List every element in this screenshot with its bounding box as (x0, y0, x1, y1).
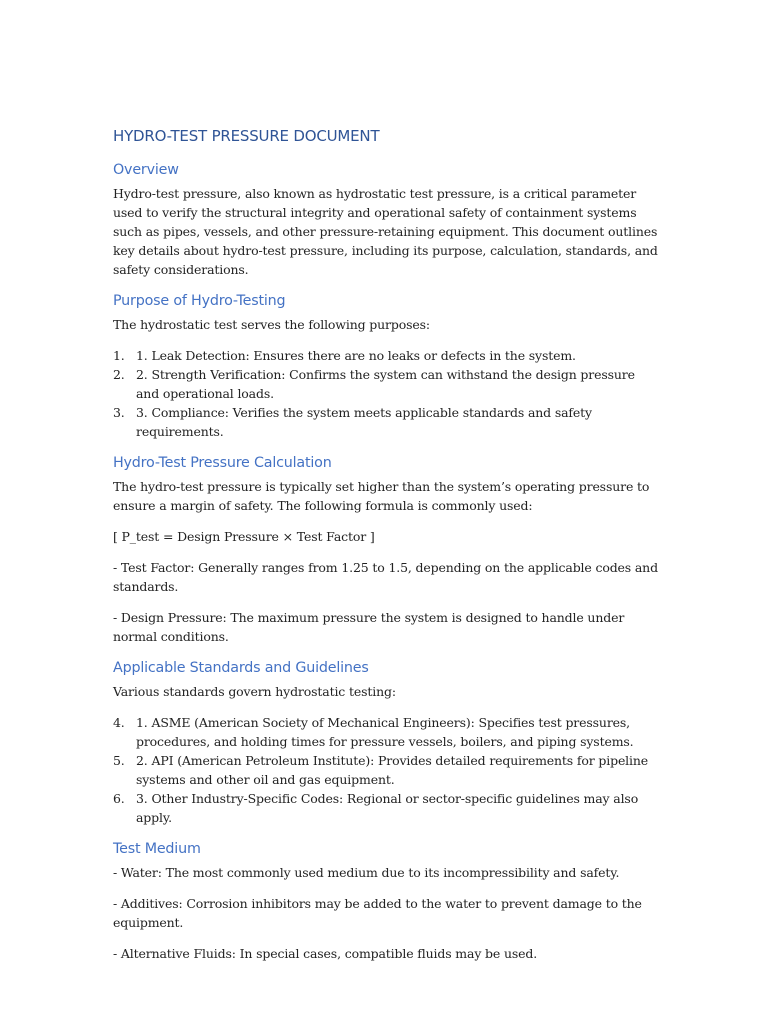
document-title: HYDRO-TEST PRESSURE DOCUMENT (113, 127, 380, 145)
overview-heading: Overview (113, 162, 179, 178)
list-text: 3. Compliance: Verifies the system meets applicable standards and safety requirements. (136, 405, 592, 439)
additives-note: - Additives: Corrosion inhibitors may be added to the water to prevent damage to the equipment. (113, 896, 642, 930)
list-number: 4. (113, 715, 125, 730)
alternative-fluids-note: - Alternative Fluids: In special cases, compatible fluids may be used. (113, 946, 538, 961)
purpose-heading: Purpose of Hydro-Testing (113, 293, 286, 309)
purpose-intro: The hydrostatic test serves the following purposes: (113, 317, 430, 332)
list-number: 3. (113, 405, 125, 420)
list-item (113, 751, 658, 789)
list-item (113, 346, 658, 365)
calculation-intro: The hydro-test pressure is typically set higher than the system’s operating pressure to ensure a margin of safety. The following formula is commonly used: (113, 479, 650, 513)
water-note: - Water: The most commonly used medium due to its incompressibility and safety. (113, 865, 620, 880)
list-item (113, 789, 658, 827)
test-medium-heading: Test Medium (113, 841, 201, 857)
standards-intro: Various standards govern hydrostatic testing: (113, 684, 396, 699)
list-text: 3. Other Industry-Specific Codes: Regional or sector-specific guidelines may also apply. (136, 791, 639, 825)
section-overview (113, 160, 658, 279)
standards-heading: Applicable Standards and Guidelines (113, 660, 369, 676)
section-purpose (113, 291, 658, 441)
list-text: 1. ASME (American Society of Mechanical Engineers): Specifies test pressures, procedures, and holding times for pressure vessels, boilers, and piping systems. (136, 715, 634, 749)
section-standards (113, 658, 658, 827)
calculation-heading: Hydro-Test Pressure Calculation (113, 455, 332, 471)
list-item (113, 403, 658, 441)
standards-list (113, 713, 658, 827)
list-text: 2. Strength Verification: Confirms the system can withstand the design pressure and operational loads. (136, 367, 635, 401)
overview-body: Hydro-test pressure, also known as hydrostatic test pressure, is a critical parameter used to verify the structural integrity and operational safety of containment systems such as pipes, vessels, and other pressure-retaining equipment. This document outlines key details about hydro-test pressure, including its purpose, calculation, standards, and safety considerations. (113, 186, 658, 277)
purpose-list (113, 346, 658, 441)
section-test-medium (113, 839, 658, 963)
list-item (113, 365, 658, 403)
section-calculation (113, 453, 658, 646)
list-number: 5. (113, 753, 125, 768)
list-text: 1. Leak Detection: Ensures there are no leaks or defects in the system. (136, 348, 576, 363)
list-number: 2. (113, 367, 125, 382)
calculation-formula: [ P_test = Design Pressure × Test Factor ] (113, 529, 375, 544)
test-factor-note: - Test Factor: Generally ranges from 1.25 to 1.5, depending on the applicable codes and standards. (113, 560, 658, 594)
list-text: 2. API (American Petroleum Institute): Provides detailed requirements for pipeline systems and other oil and gas equipment. (136, 753, 649, 787)
design-pressure-note: - Design Pressure: The maximum pressure the system is designed to handle under normal conditions. (113, 610, 625, 644)
list-number: 1. (113, 348, 125, 363)
list-number: 6. (113, 791, 125, 806)
list-item (113, 713, 658, 751)
